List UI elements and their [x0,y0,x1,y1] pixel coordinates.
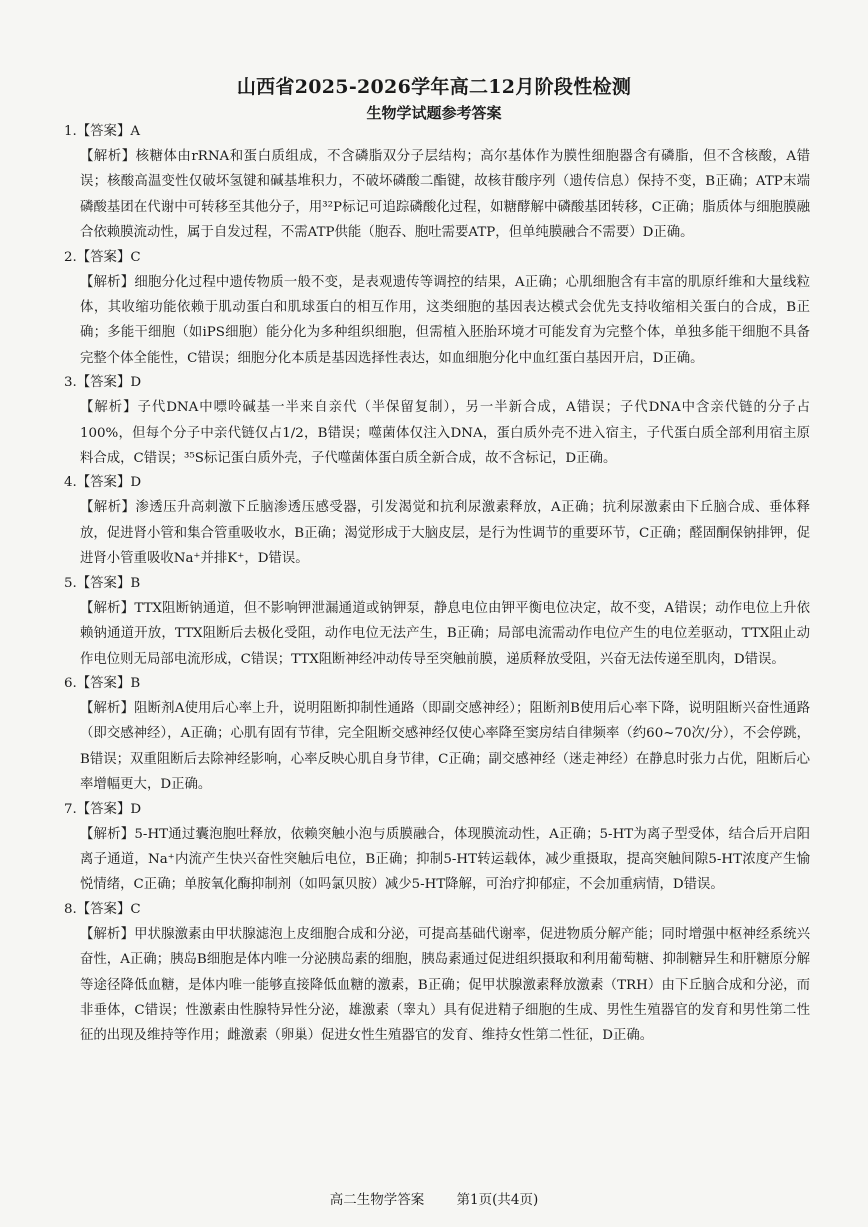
document-header [0,74,868,124]
page-footer [0,1188,868,1208]
explanation-text: 【解析】渗透压升高刺激下丘脑渗透压感受器，引发渴觉和抗利尿激素释放，A正确；抗利尿激素由下丘脑合成、垂体释放，促进肾小管和集合管重吸收水，B正确；渴觉形成于大脑皮层，是行为性调节的重要环节，C正确；醛固酮保钠排钾，促进肾小管重吸收Na⁺并排K⁺，D错误。 [80,500,810,567]
explanation-text: 【解析】核糖体由rRNA和蛋白质组成，不含磷脂双分子层结构；高尔基体作为膜性细胞器含有磷脂，但不含核酸，A错误；核酸高温变性仅破坏氢键和碱基堆积力，不破坏磷酸二酯键，故核苷酸序列（遗传信息）保持不变，B正确；ATP末端磷酸基团在代谢中可转移至其他分子，用³²P标记可追踪磷酸化过程，如糖酵解中磷酸基团转移，C正确；脂质体与细胞膜融合依赖膜流动性，属于自发过程，不需ATP供能（胞吞、胞吐需要ATP，但单纯膜融合不需要）D正确。 [80,149,810,241]
document-title: 山西省2025-2026学年高二12月阶段性检测 [236,76,632,98]
answer-line: 2.【答案】C [64,249,141,265]
question-block [58,371,810,471]
explanation-text: 【解析】甲状腺激素由甲状腺滤泡上皮细胞合成和分泌，可提高基础代谢率，促进物质分解产能；同时增强中枢神经系统兴奋性，A正确；胰岛B细胞是体内唯一分泌胰岛素的细胞，胰岛素通过促进组织摄取和利用葡萄糖、抑制糖异生和肝糖原分解等途径降低血糖，是体内唯一能够直接降低血糖的激素，B正确；促甲状腺激素释放激素（TRH）由下丘脑合成和分泌，而非垂体，C错误；性激素由性腺特异性分泌，雄激素（睾丸）具有促进精子细胞的生成、男性生殖器官的发育和男性第二性征的出现及维持等作用；雌激素（卵巢）促进女性生殖器官的发育、维持女性第二性征，D正确。 [80,926,810,1044]
explanation-text: 【解析】TTX阻断钠通道，但不影响钾泄漏通道或钠钾泵，静息电位由钾平衡电位决定，故不变，A错误；动作电位上升依赖钠通道开放，TTX阻断后去极化受阻，动作电位无法产生，B正确；局部电流需动作电位产生的电位差驱动，TTX阻止动作电位则无局部电流形成，C错误；TTX阻断神经冲动传导至突触前膜，递质释放受阻，兴奋无法传递至肌肉，D错误。 [80,600,810,667]
answer-line: 1.【答案】A [64,124,141,139]
answer-line: 8.【答案】C [64,901,141,917]
explanation-text: 【解析】细胞分化过程中遗传物质一般不变，是表观遗传等调控的结果，A正确；心肌细胞含有丰富的肌原纤维和大量线粒体，其收缩功能依赖于肌动蛋白和肌球蛋白的相互作用，这类细胞的基因表达模式会优先支持收缩相关蛋白的合成，B正确；多能干细胞（如iPS细胞）能分化为多种组织细胞，但需植入胚胎环境才可能发育为完整个体，单独多能干细胞不具备完整个体全能性，C错误；细胞分化本质是基因选择性表达，如血细胞分化中血红蛋白基因开启，D正确。 [80,274,810,366]
question-block [58,120,810,246]
explanation-text: 【解析】5-HT通过囊泡胞吐释放，依赖突触小泡与质膜融合，体现膜流动性，A正确；5-HT为离子型受体，结合后开启阳离子通道，Na⁺内流产生快兴奋性突触后电位，B正确；抑制5-HT转运载体，减少重摄取，提高突触间隙5-HT浓度产生愉悦情绪，C正确；单胺氧化酶抑制剂（如吗氯贝胺）减少5-HT降解，可治疗抑郁症，不会加重病情，D错误。 [80,826,810,893]
question-block [58,672,810,798]
question-block [58,471,810,571]
answer-line: 3.【答案】D [64,375,142,391]
footer-subject: 高二生物学答案 [329,1192,425,1208]
question-block [58,572,810,672]
answer-line: 4.【答案】D [64,475,142,491]
answer-list [58,120,810,1049]
question-block [58,798,810,898]
explanation-text: 【解析】子代DNA中嘌呤碱基一半来自亲代（半保留复制），另一半新合成，A错误；子代DNA中含亲代链的分子占100%，但每个分子中亲代链仅占1/2，B错误；噬菌体仅注入DNA，蛋白质外壳不进入宿主，子代蛋白质全部利用宿主原料合成，C错误；³⁵S标记蛋白质外壳，子代噬菌体蛋白质全新合成，故不含标记，D正确。 [80,400,810,467]
question-block [58,246,810,372]
question-block [58,898,810,1049]
document-subtitle: 生物学试题参考答案 [366,104,502,122]
page-number: 第1页(共4页) [456,1192,539,1208]
answer-line: 6.【答案】B [64,675,141,691]
answer-line: 7.【答案】D [64,801,142,817]
explanation-text: 【解析】阻断剂A使用后心率上升，说明阻断抑制性通路（即副交感神经）；阻断剂B使用后心率下降，说明阻断兴奋性通路（即交感神经），A正确；心肌有固有节律，完全阻断交感神经仅使心率降至窦房结自律频率（约60~70次/分），不会停跳，B错误；双重阻断后去除神经影响，心率反映心肌自身节律，C正确；副交感神经（迷走神经）在静息时张力占优，阻断后心率增幅更大，D正确。 [80,700,810,793]
answer-line: 5.【答案】B [64,575,141,591]
